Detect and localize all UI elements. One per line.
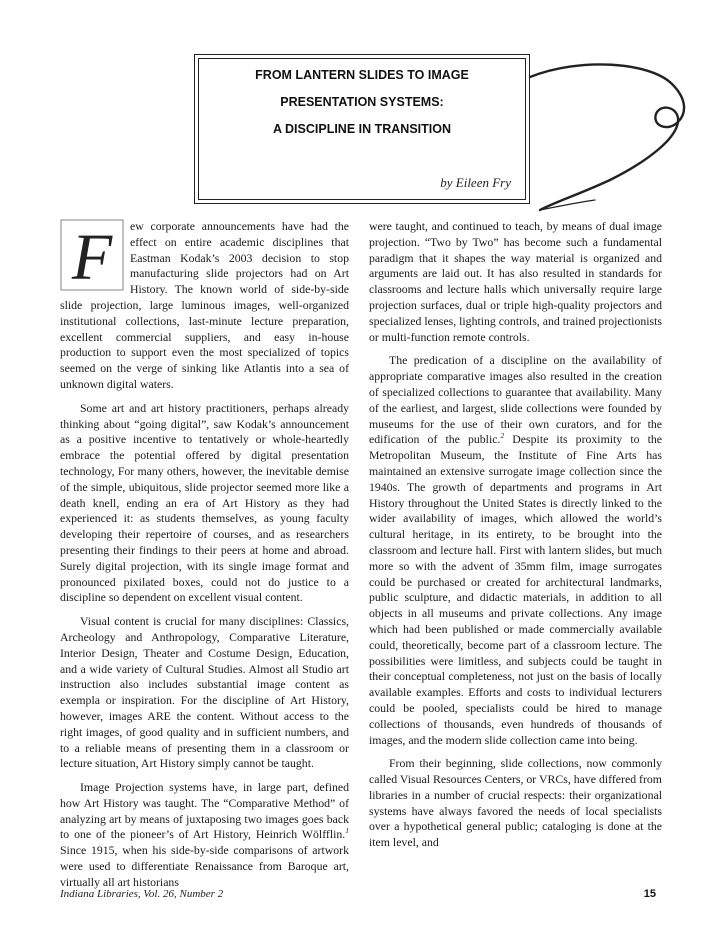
right-paragraph-3: From their beginning, slide collections, now commonly called Visual Resources Centers, or VRCs, have differed from libraries in a number of crucial respects: their organizational systems have always favored the needs of local specialists over a hypothetical general public; cataloging is done at the item level, and	[369, 756, 662, 850]
right-paragraph-1: were taught, and continued to teach, by means of dual image projection. “Two by Two” has become such a fundamental paradigm that it shapes the way material is organized and arguments are laid out. It has also resulted in standards for classrooms and lecture halls which universally require large projection surfaces, dual or triple high-quality projectors and specialized lenses, lighting controls, and trained projectionists or multi-function remote controls.	[369, 219, 662, 344]
right-paragraph-2	[369, 353, 662, 748]
footer-journal-citation: Indiana Libraries, Vol. 26, Number 2	[60, 888, 224, 900]
left-paragraph-1: ew corporate announcements have had the effect on entire academic disciplines that Eastman Kodak’s 2003 decision to stop manufacturing slide projectors had on Art History. The known world of side-by-side slide projection, large luminous images, well-organized institutional collections, last-minute lecture preparation, excellent commercial suppliers, and easy in-house production to support even the most specialized of topics seemed on the verge of sinking like Atlantis into a sea of unknown digital waters.	[60, 219, 349, 391]
title-line-1: FROM LANTERN SLIDES TO IMAGE	[255, 68, 469, 82]
byline: by Eileen Fry	[440, 175, 511, 190]
decorative-flourish	[500, 52, 700, 232]
title-line-2: PRESENTATION SYSTEMS:	[280, 95, 444, 109]
right-column	[369, 219, 662, 851]
left-paragraph-2: Some art and art history practitioners, perhaps already thinking about “going digital”, saw Kodak’s announcement as a positive incentive to tentatively or whole-heartedly embrace the potential offered by digital presentation technology, For many others, however, the inevitable demise of the simple, ubiquitous, slide projector seemed more like a death knell, ending an era of Art History as they had experienced it: as students themselves, as young faculty developing their repertoire of courses, and as researchers presenting their findings to their peers at home and abroad. Surely digital projection, with its single image format and pronounced pixilated boxes, could not do justice to a discipline so dependent on excellent visual content.	[60, 400, 349, 605]
page-number: 15	[643, 888, 656, 900]
footnote-ref-1: 1	[345, 826, 349, 836]
right-paragraph-2-text-b: Despite its proximity to the Metropolitan Museum, the Institute of Fine Arts has maintained an extensive surrogate image collection since the 1940s. The growth of departments and programs in Art History throughout the United States is directly linked to the wider availability of images, which allowed the world’s cultural heritage, in its entirety, to be brought into the classroom and lecture hall. First with lantern slides, but much more so with the advent of 35mm film, image surrogates could be purchased or created for architectural landmarks, public sculpture, and didactic materials, in addition to all objects in all museums and private collections. Any image which had been published or made commercially available could, theoretically, become part of a classroom lecture. The possibilities were limitless, and subjects could be taught in their conceptual completeness, not just on the basis of locally available examples. Efforts and costs to individual lecturers could be pooled, specialists could be hired to manage collections of thousands, even hundreds of thousands of images, and the modern slide collection came into being.	[369, 432, 663, 747]
left-paragraph-4	[60, 780, 349, 891]
left-column	[60, 219, 349, 891]
left-paragraph-3: Visual content is crucial for many disciplines: Classics, Archeology and Anthropology, Comparative Literature, Interior Design, Theater and Costume Design, Education, and a wide variety of Cultural Studies. Almost all Studio art instruction also includes substantial image content as exempla or inspiration. For the discipline of Art History, however, images ARE the content. Without access to the right images, of good quality and in sufficient numbers, and to a reliable means of presenting them in a classroom or lecture situation, Art History simply cannot be taught.	[60, 614, 349, 771]
dropcap-f	[60, 219, 124, 291]
left-paragraph-4-text-a: Image Projection systems have, in large part, defined how Art History was taught. The “Comparative Method” of analyzing art by means of juxtaposing two images goes back to one of the pioneer’s of Art History, Heinrich Wölfflin.	[60, 780, 349, 842]
title-line-3: A DISCIPLINE IN TRANSITION	[272, 122, 451, 136]
footnote-ref-2: 2	[500, 431, 505, 441]
right-paragraph-2-text-a: The predication of a discipline on the availability of appropriate comparative images also resulted in the creation of specialized collections to guarantee that availability. Many of the earliest, and largest, slide collections were founded by museums for the use of their own curators, and for the edification of the public.	[369, 353, 662, 447]
dropcap-letter: F	[71, 221, 113, 291]
left-paragraph-4-text-b: Since 1915, when his side-by-side comparisons of artwork were used to differentiate Renaissance from Baroque art, virtually all art historians	[60, 843, 349, 889]
title-box	[194, 54, 530, 204]
